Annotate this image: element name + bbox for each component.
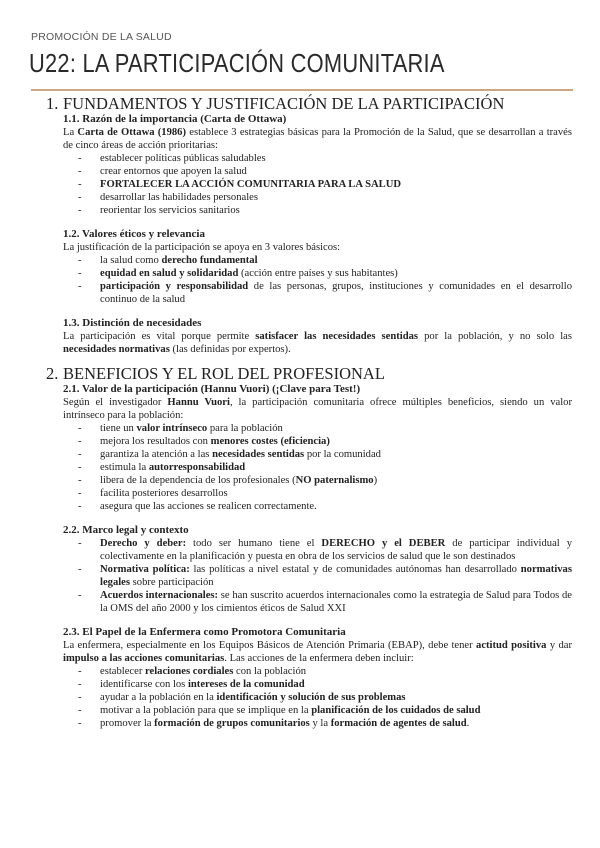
subsection-1-1-title: 1.1. Razón de la importancia (Carta de Ottawa) bbox=[63, 113, 287, 125]
list-item: - crear entornos que apoyen la salud bbox=[63, 165, 572, 178]
list-item bbox=[63, 717, 572, 730]
section-2-title: BENEFICIOS Y EL ROL DEL PROFESIONAL bbox=[63, 364, 385, 383]
list-item bbox=[63, 448, 572, 461]
list-item bbox=[63, 435, 572, 448]
text-run: todo ser humano tiene el bbox=[186, 538, 322, 549]
text-run: por la población, y no solo las bbox=[418, 331, 572, 342]
text-run: promover la bbox=[100, 718, 155, 729]
text-run: se han suscrito acuerdos internacionales como la estrategia de Salud para Todos de la OMS del año 2000 y los cimientos éticos de Salud XXI bbox=[100, 590, 573, 614]
highlight-text: Normativa política: bbox=[100, 564, 190, 575]
ottawa-areas-list bbox=[63, 152, 572, 217]
subsection-1-1-paragraph bbox=[63, 126, 572, 152]
highlight-text: Derecho y deber: bbox=[100, 538, 187, 549]
highlight-text: equidad en salud y solidaridad bbox=[100, 268, 239, 279]
highlight-text: formación de agentes de salud bbox=[330, 718, 467, 729]
list-item bbox=[63, 422, 572, 435]
highlight-text: DERECHO y el DEBER bbox=[321, 538, 446, 549]
text-run: mejora los resultados con bbox=[100, 436, 211, 447]
text-run: identificarse con los bbox=[100, 679, 188, 690]
highlight-text: autorresponsabilidad bbox=[148, 462, 246, 473]
text-run: sobre participación bbox=[130, 577, 214, 588]
section-1-heading bbox=[46, 94, 572, 113]
list-item bbox=[63, 704, 572, 717]
text-run: con la población bbox=[233, 666, 307, 677]
values-list bbox=[63, 254, 572, 306]
section-2-heading bbox=[46, 364, 572, 383]
subsection-2-1-title: 2.1. Valor de la participación (Hannu Vuori) (¡Clave para Test!) bbox=[63, 383, 361, 395]
benefits-list bbox=[63, 422, 572, 513]
header-kicker: PROMOCIÓN DE LA SALUD bbox=[31, 31, 172, 43]
text-run: y dar bbox=[546, 640, 572, 651]
highlight-text: relaciones cordiales bbox=[145, 666, 234, 677]
text-run: Según el investigador bbox=[63, 397, 168, 408]
section-2-content bbox=[46, 383, 572, 730]
text-run: (acción entre países y sus habitantes) bbox=[238, 268, 398, 279]
highlight-text: necesidades normativas bbox=[63, 344, 170, 355]
highlight-text: identificación y solución de sus problemas bbox=[216, 692, 406, 703]
highlight-text: planificación de los cuidados de salud bbox=[311, 705, 481, 716]
author-name: Hannu Vuori bbox=[167, 397, 230, 408]
highlight-text: satisfacer las necesidades sentidas bbox=[255, 331, 419, 342]
list-item bbox=[63, 691, 572, 704]
nurse-actions-list bbox=[63, 665, 572, 730]
ottawa-charter-label: Carta de Ottawa (1986) bbox=[77, 127, 186, 138]
text-run: establecer bbox=[100, 666, 145, 677]
list-item bbox=[63, 474, 572, 487]
text-run: estimula la bbox=[100, 462, 149, 473]
text-run: La participación es vital porque permite bbox=[63, 331, 256, 342]
subsection-1-3-paragraph bbox=[63, 330, 572, 356]
highlight-text: NO paternalismo bbox=[295, 475, 374, 486]
text-run: (las definidas por expertos). bbox=[169, 344, 291, 355]
subsection-2-1-paragraph bbox=[63, 396, 572, 422]
text-run: y la bbox=[309, 718, 331, 729]
page-title: U22: LA PARTICIPACIÓN COMUNITARIA bbox=[29, 48, 445, 78]
list-item bbox=[63, 178, 572, 191]
text-run: libera de la dependencia de los profesionales ( bbox=[100, 475, 296, 486]
subsection-2-2-title: 2.2. Marco legal y contexto bbox=[63, 524, 189, 536]
list-item bbox=[63, 280, 572, 306]
subsection-1-3-title: 1.3. Distinción de necesidades bbox=[63, 317, 202, 329]
highlight-text: Acuerdos internacionales: bbox=[100, 590, 219, 601]
subsection-1-2-title: 1.2. Valores éticos y relevancia bbox=[63, 228, 205, 240]
section-1-number: 1. bbox=[46, 94, 59, 113]
text-run: La enfermera, especialmente en los Equipos Básicos de Atención Primaria (EBAP), debe tener bbox=[63, 640, 477, 651]
list-item: - asegura que las acciones se realicen correctamente. bbox=[63, 500, 572, 513]
list-item bbox=[63, 254, 572, 267]
list-item: - desarrollar las habilidades personales bbox=[63, 191, 572, 204]
section-2-number: 2. bbox=[46, 364, 59, 383]
highlight-text: FORTALECER LA ACCIÓN COMUNITARIA PARA LA SALUD bbox=[100, 179, 401, 190]
list-item bbox=[63, 563, 572, 589]
highlight-text: valor intrínseco bbox=[136, 423, 208, 434]
highlight-text: formación de grupos comunitarios bbox=[154, 718, 310, 729]
subsection-1-2-paragraph: La justificación de la participación se apoya en 3 valores básicos: bbox=[63, 242, 341, 253]
text-run: motivar a la población para que se implique en la bbox=[100, 705, 312, 716]
text-run: la salud como bbox=[100, 255, 162, 266]
highlight-text: derecho fundamental bbox=[161, 255, 258, 266]
text-run: de participar individual y colectivamente en la planificación y puesta en obra de los servicios de salud que le son destinados bbox=[100, 538, 572, 562]
text-run: . Las acciones de la enfermera deben incluir: bbox=[224, 653, 414, 664]
text-run: La bbox=[63, 127, 78, 138]
text-run: . bbox=[466, 718, 470, 729]
text-run: garantiza la atención a las bbox=[100, 449, 213, 460]
text-run: ) bbox=[373, 475, 378, 486]
highlight-text: menores costes (eficiencia) bbox=[210, 436, 330, 447]
legal-framework-list bbox=[63, 537, 572, 615]
subsection-2-3-paragraph bbox=[63, 639, 572, 665]
list-item bbox=[63, 665, 572, 678]
list-item bbox=[63, 461, 572, 474]
text-run: , la participación comunitaria ofrece múltiples beneficios, siendo un valor intrínseco para la población: bbox=[63, 397, 572, 421]
title-divider bbox=[31, 89, 573, 91]
highlight-text: necesidades sentidas bbox=[212, 449, 305, 460]
text-run: de las personas, grupos, instituciones y comunidades en el desarrollo continuo de la salud bbox=[100, 281, 572, 305]
highlight-text: actitud positiva bbox=[476, 640, 547, 651]
list-item bbox=[63, 267, 572, 280]
list-item: - establecer políticas públicas saludables bbox=[63, 152, 572, 165]
highlight-text: intereses de la comunidad bbox=[187, 679, 305, 690]
highlight-text: normativas legales bbox=[100, 564, 572, 588]
section-1-content bbox=[46, 113, 572, 356]
list-item bbox=[63, 589, 572, 615]
text-run: por la comunidad bbox=[304, 449, 381, 460]
document-body bbox=[46, 92, 572, 730]
highlight-text: impulso a las acciones comunitarias bbox=[63, 653, 225, 664]
list-item: - reorientar los servicios sanitarios bbox=[63, 204, 572, 217]
list-item: - facilita posteriores desarrollos bbox=[63, 487, 572, 500]
text-run: ayudar a la población en la bbox=[100, 692, 217, 703]
text-run: para la población bbox=[207, 423, 283, 434]
subsection-2-3-title: 2.3. El Papel de la Enfermera como Promotora Comunitaria bbox=[63, 626, 346, 638]
text-run: las políticas a nivel estatal y de comunidades autónomas han desarrollado bbox=[189, 564, 521, 575]
text-run: tiene un bbox=[100, 423, 137, 434]
text-run: establece 3 estrategias básicas para la Promoción de la Salud, que se desarrollan a través de cinco áreas de acción prioritarias: bbox=[63, 127, 573, 151]
highlight-text: participación y responsabilidad bbox=[100, 281, 249, 292]
list-item bbox=[63, 537, 572, 563]
list-item bbox=[63, 678, 572, 691]
section-1-title: FUNDAMENTOS Y JUSTIFICACIÓN DE LA PARTICIPACIÓN bbox=[63, 94, 505, 113]
